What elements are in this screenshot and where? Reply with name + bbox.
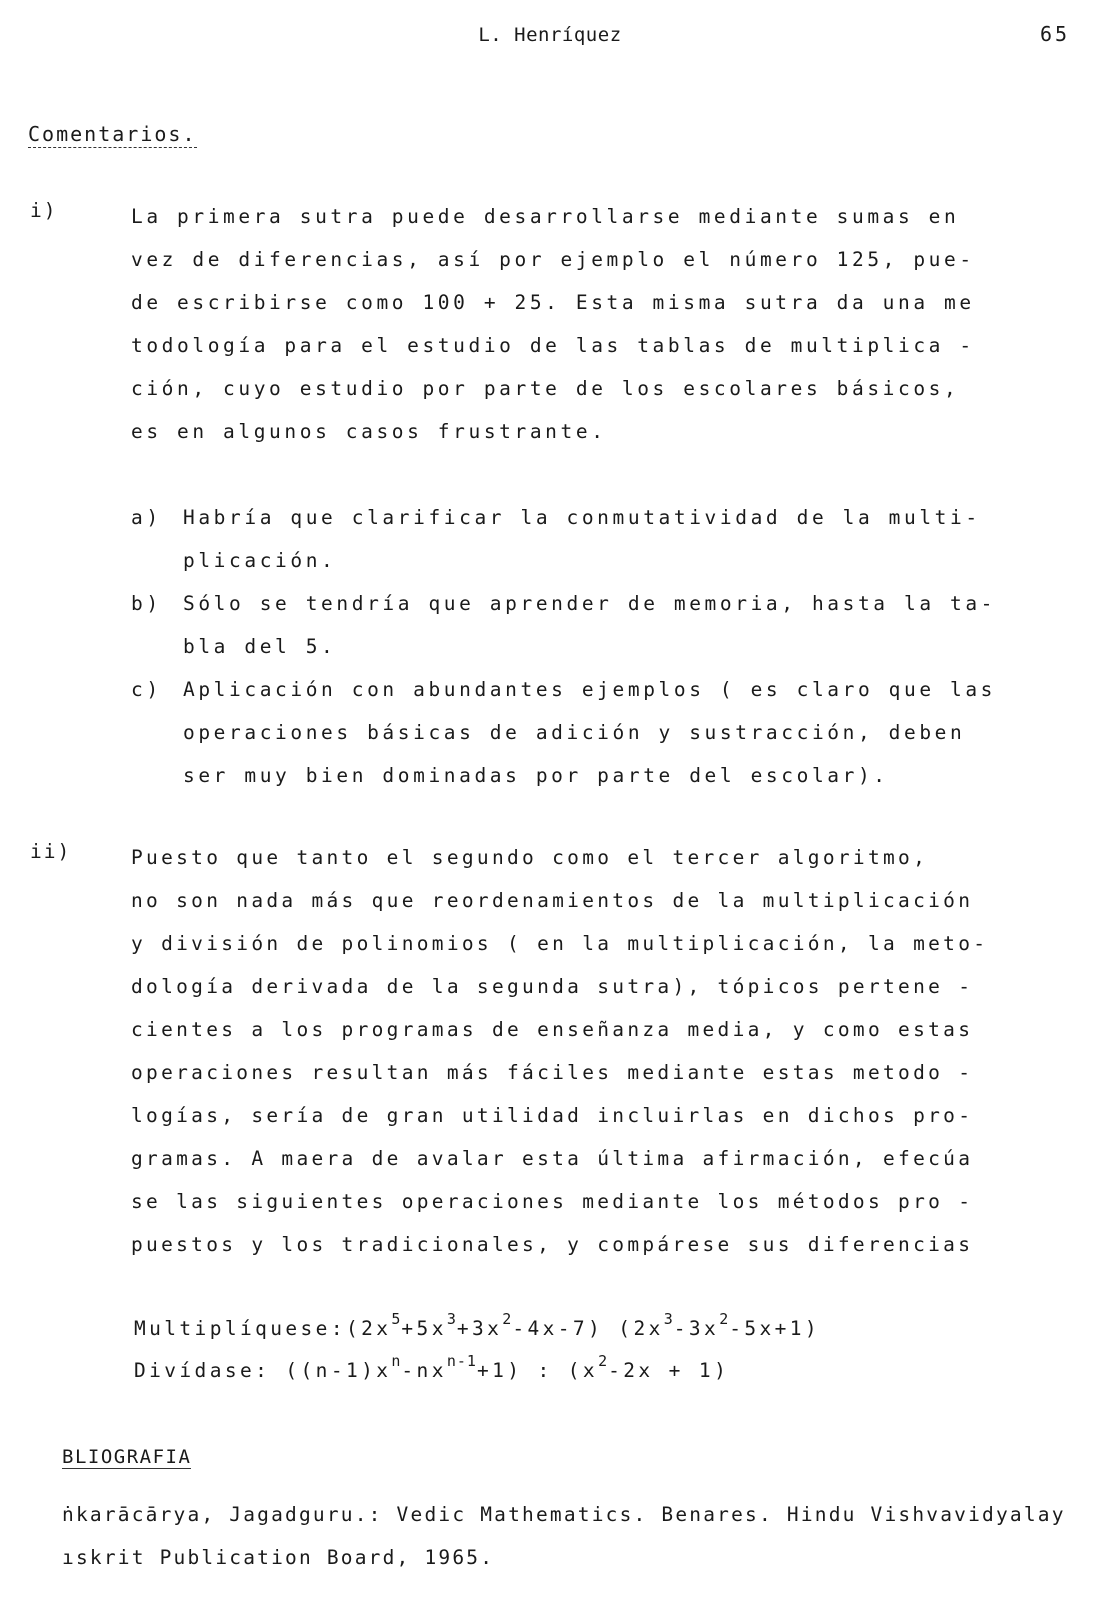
exponent: 5 bbox=[391, 1310, 402, 1328]
formula-label: Divídase: bbox=[134, 1359, 271, 1382]
exponent: n bbox=[391, 1352, 402, 1370]
text-line: y división de polinomios ( en la multiplicación, la meto- bbox=[131, 932, 989, 955]
list-item-a bbox=[131, 496, 996, 582]
exponent: n-1 bbox=[446, 1352, 477, 1370]
exponent: 3 bbox=[446, 1310, 457, 1328]
text-line: logías, sería de gran utilidad incluirlas en dichos pro- bbox=[131, 1104, 974, 1127]
text-line: no son nada más que reordenamientos de la multiplicación bbox=[131, 889, 974, 912]
exponent: 2 bbox=[502, 1310, 513, 1328]
exponent: 2 bbox=[719, 1310, 730, 1328]
text-line: cientes a los programas de enseñanza media, y como estas bbox=[131, 1018, 974, 1041]
formula-term: -nx bbox=[401, 1359, 447, 1382]
divide-formula bbox=[134, 1350, 820, 1392]
text-line: Aplicación con abundantes ejemplos ( es claro que las bbox=[183, 678, 997, 701]
exponent: 2 bbox=[598, 1352, 609, 1370]
section-title: Comentarios. bbox=[28, 122, 197, 146]
formula-term: -3x bbox=[673, 1317, 720, 1340]
text-line: de escribirse como 100 + 25. Esta misma sutra da una me bbox=[131, 291, 975, 314]
item-ii-paragraph bbox=[131, 836, 988, 1266]
text-line: vez de diferencias, así por ejemplo el número 125, pue- bbox=[131, 248, 975, 271]
text-line: ṅkarācārya, Jagadguru.: Vedic Mathematics. Benares. Hindu Vishvavidyalay bbox=[62, 1503, 1066, 1526]
list-label: a) bbox=[131, 506, 162, 529]
text-line: ción, cuyo estudio por parte de los escolares básicos, bbox=[131, 377, 960, 400]
item-marker-i: i) bbox=[30, 199, 58, 222]
formula-term: -5x+1) bbox=[729, 1317, 821, 1340]
text-line: gramas. A maera de avalar esta última afirmación, efecúa bbox=[131, 1147, 974, 1170]
text-line: ıskrit Publication Board, 1965. bbox=[62, 1546, 495, 1569]
list-label: c) bbox=[131, 678, 162, 701]
formula-term: +3x bbox=[456, 1317, 503, 1340]
text-line: dología derivada de la segunda sutra), tópicos pertene - bbox=[131, 975, 974, 998]
formula-term: +1) : (x bbox=[476, 1359, 599, 1382]
formula-term: ((n-1)x bbox=[285, 1359, 392, 1382]
text-line: operaciones básicas de adición y sustracción, deben bbox=[183, 721, 966, 744]
bibliography-entry bbox=[62, 1493, 1066, 1579]
text-line: es en algunos casos frustrante. bbox=[131, 420, 607, 443]
page-number: 65 bbox=[1040, 22, 1071, 46]
formula-term: +5x bbox=[401, 1317, 447, 1340]
text-line: Habría que clarificar la conmutatividad de la multi- bbox=[183, 506, 981, 529]
text-line: Sólo se tendría que aprender de memoria, hasta la ta- bbox=[183, 592, 997, 615]
multiply-formula bbox=[134, 1308, 820, 1350]
text-line: operaciones resultan más fáciles mediante estas metodo - bbox=[131, 1061, 974, 1084]
formula-term: (2x bbox=[345, 1317, 392, 1340]
item-i-paragraph bbox=[131, 195, 975, 453]
text-line: bla del 5. bbox=[183, 635, 337, 658]
list-label: b) bbox=[131, 592, 162, 615]
running-header-author: L. Henríquez bbox=[478, 24, 622, 46]
formula-label: Multiplíquese: bbox=[134, 1317, 346, 1340]
formula-term: -2x + 1) bbox=[608, 1359, 730, 1382]
text-line: La primera sutra puede desarrollarse mediante sumas en bbox=[131, 205, 960, 228]
bibliography-heading: BLIOGRAFIA bbox=[62, 1446, 192, 1468]
list-item-b bbox=[131, 582, 996, 668]
text-line: todología para el estudio de las tablas de multiplica - bbox=[131, 334, 975, 357]
formula-block bbox=[134, 1308, 820, 1392]
formula-term: -4x-7) (2x bbox=[512, 1317, 664, 1340]
text-line: ser muy bien dominadas por parte del escolar). bbox=[183, 764, 889, 787]
list-item-c bbox=[131, 668, 996, 797]
item-marker-ii: ii) bbox=[30, 840, 72, 863]
text-line: Puesto que tanto el segundo como el tercer algoritmo, bbox=[131, 846, 929, 869]
exponent: 3 bbox=[663, 1310, 674, 1328]
text-line: puestos y los tradicionales, y compárese sus diferencias bbox=[131, 1233, 974, 1256]
text-line: se las siguientes operaciones mediante los métodos pro - bbox=[131, 1190, 974, 1213]
text-line: plicación. bbox=[183, 549, 337, 572]
item-i-sublist bbox=[131, 496, 996, 797]
